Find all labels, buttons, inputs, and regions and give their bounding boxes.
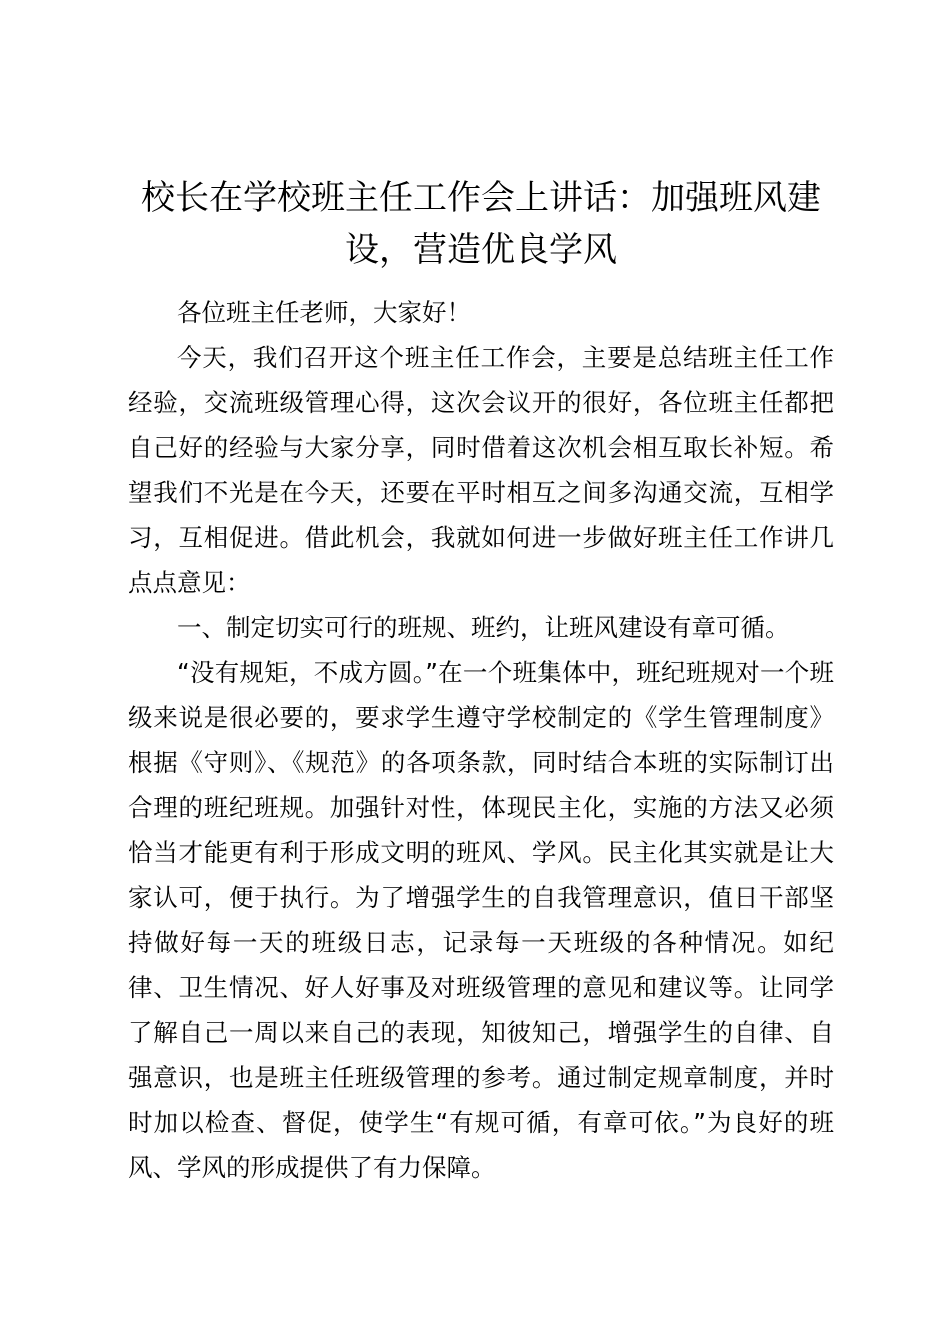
paragraph-greeting: 各位班主任老师，大家好！	[177, 298, 471, 327]
document-body	[128, 290, 834, 1190]
document-page	[128, 172, 834, 1190]
paragraph-intro: 今天，我们召开这个班主任工作会，主要是总结班主任工作经验，交流班级管理心得，这次会议开的很好，各位班主任都把自己好的经验与大家分享，同时借着这次机会相互取长补短。希望我们不光是在今天，还要在平时相互之间多沟通交流，互相学习，互相促进。借此机会，我就如何进一步做好班主任工作讲几点点意见：	[128, 343, 834, 597]
paragraph-section-1: “没有规矩，不成方圆。”在一个班集体中，班纪班规对一个班级来说是很必要的，要求学生遵守学校制定的《学生管理制度》根据《守则》、《规范》的各项条款，同时结合本班的实际制订出合理的班纪班规。加强针对性，体现民主化，实施的方法又必须恰当才能更有利于形成文明的班风、学风。民主化其实就是让大家认可，便于执行。为了增强学生的自我管理意识，值日干部坚持做好每一天的班级日志，记录每一天班级的各种情况。如纪律、卫生情况、好人好事及对班级管理的意见和建议等。让同学了解自己一周以来自己的表现，知彼知己，增强学生的自律、自强意识，也是班主任班级管理的参考。通过制定规章制度，并时时加以检查、督促，使学生“有规可循，有章可依。”为良好的班风、学风的形成提供了有力保障。	[128, 658, 834, 1182]
section-heading-1: 一、制定切实可行的班规、班约，让班风建设有章可循。	[177, 613, 790, 642]
document-title: 校长在学校班主任工作会上讲话：加强班风建设，营造优良学风	[141, 178, 821, 270]
